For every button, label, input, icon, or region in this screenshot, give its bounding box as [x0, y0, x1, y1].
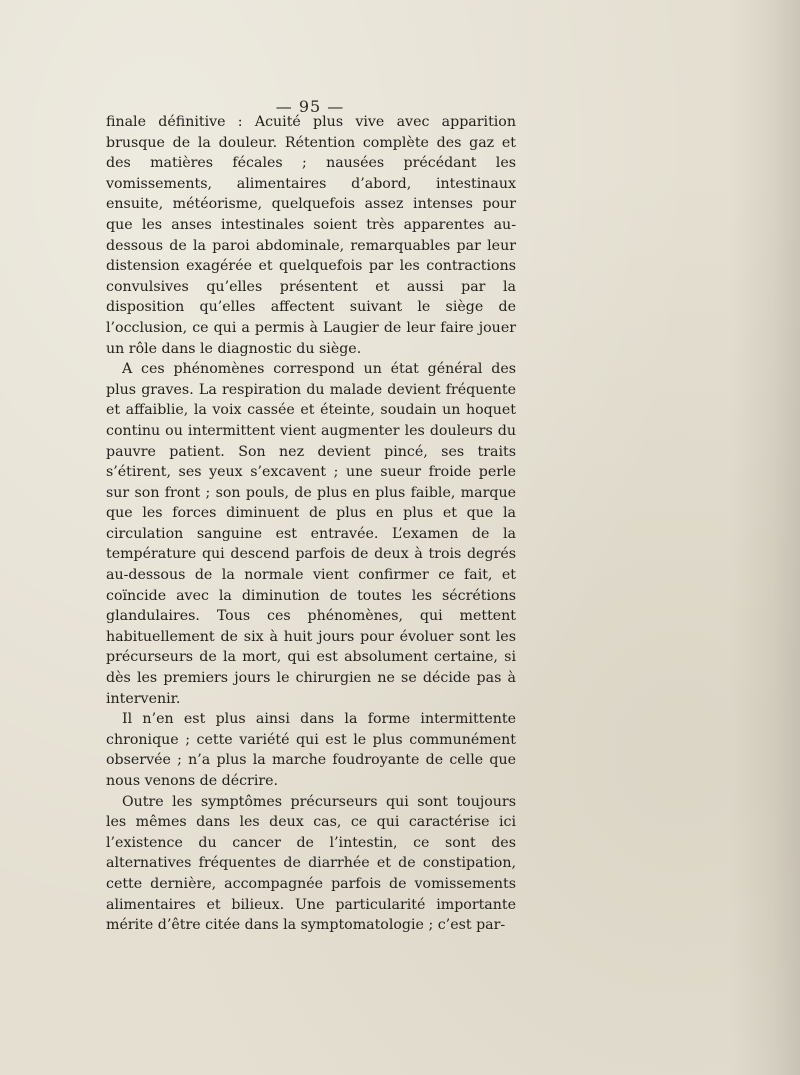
- paragraph-4: Outre les symptômes précurseurs qui sont toujours les mêmes dans les deux cas, ce qui caractérise ici l’existence du cancer de l’intestin, ce sont des alternatives fréquentes de diarrhée et de constipation, cette dernière, accompagnée parfois de vomissements alimentaires et bilieux. Une particularité importante mérite d’être citée dans la symptomatologie ; c’est par-: [106, 793, 516, 934]
- page-edge-shadow: [730, 0, 800, 1075]
- paragraph-1: finale définitive : Acuité plus vive avec apparition brusque de la douleur. Rétention complète des gaz et des matières fécales ; nausées précédant les vomissements, alimentaires d’abord, intestinaux ensuite, météorisme, quelquefois assez intenses pour que les anses intestinales soient très apparentes au-dessous de la paroi abdominale, remarquables par leur distension exagérée et quelquefois par les contractions convulsives qu’elles présentent et aussi par la disposition qu’elles affectent suivant le siège de l’occlusion, ce qui a permis à Laugier de leur faire jouer un rôle dans le diagnostic du siège.: [106, 114, 516, 357]
- paragraph-3: Il n’en est plus ainsi dans la forme intermittente chronique ; cette variété qui est le plus communément observée ; n’a plus la marche foudroyante de celle que nous venons de décrire.: [106, 711, 516, 789]
- body-text: [106, 112, 516, 936]
- paragraph-2: A ces phénomènes correspond un état général des plus graves. La respiration du malade devient fréquente et affaiblie, la voix cassée et éteinte, soudain un hoquet continu ou intermittent vient augmenter les douleurs du pauvre patient. Son nez devient pincé, ses traits s’étirent, ses yeux s’excavent ; une sueur froide perle sur son front ; son pouls, de plus en plus faible, marque que les forces diminuent de plus en plus et que la circulation sanguine est entravée. L’examen de la température qui descend parfois de deux à trois degrés au-dessous de la normale vient confirmer ce fait, et coïncide avec la diminution de toutes les sécrétions glandulaires. Tous ces phénomènes, qui mettent habituellement de six à huit jours pour évoluer sont les précurseurs de la mort, qui est absolument certaine, si dès les premiers jours le chirurgien ne se décide pas à intervenir.: [106, 361, 516, 707]
- page-number: — 95 —: [275, 97, 345, 116]
